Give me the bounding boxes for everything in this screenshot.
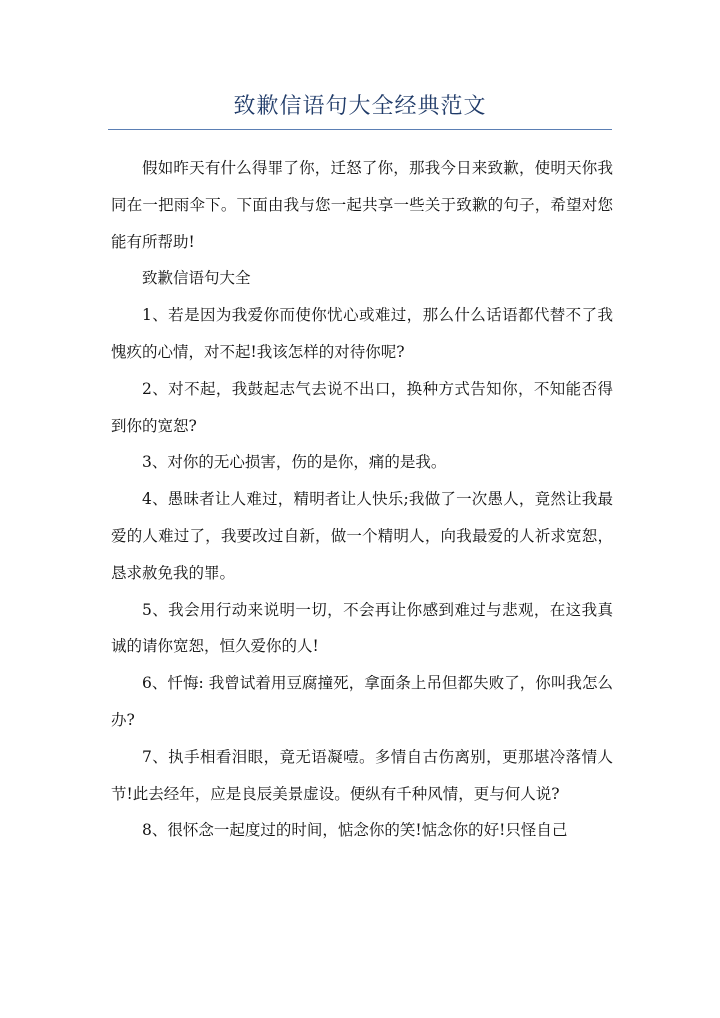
list-item-3: 3、对你的无心损害，伤的是你，痛的是我。 [142, 453, 447, 472]
title-underline [108, 129, 612, 130]
section-heading: 致歉信语句大全 [142, 269, 251, 288]
list-item-5: 5、我会用行动来说明一切，不会再让你感到难过与悲观，在这我真诚的请你宽恕，恒久爱你的人! [111, 600, 613, 656]
list-item-8: 8、很怀念一起度过的时间，惦念你的笑!惦念你的好!只怪自己 [142, 821, 568, 840]
list-item-4: 4、愚昧者让人难过，精明者让人快乐;我做了一次愚人，竟然让我最爱的人难过了，我要改过自新，做一个精明人，向我最爱的人祈求宽恕，恳求赦免我的罪。 [111, 490, 613, 582]
list-item-1: 1、若是因为我爱你而使你忧心或难过，那么什么话语都代替不了我愧疚的心情，对不起!我该怎样的对待你呢? [111, 306, 613, 361]
list-item-2: 2、对不起，我鼓起志气去说不出口，换种方式告知你，不知能否得到你的宽恕? [111, 379, 613, 435]
document-title: 致歉信语句大全经典范文 [233, 94, 487, 119]
list-item-7: 7、执手相看泪眼，竟无语凝噎。多情自古伤离别，更那堪冷落情人节!此去经年，应是良辰美景虚设。便纵有千种风情，更与何人说? [111, 747, 613, 803]
document-body [111, 150, 613, 849]
intro-paragraph: 假如昨天有什么得罪了你，迁怒了你，那我今日来致歉，使明天你我同在一把雨伞下。下面由我与您一起共享一些关于致歉的句子，希望对您能有所帮助! [111, 159, 613, 251]
list-item-6: 6、忏悔: 我曾试着用豆腐撞死，拿面条上吊但都失败了，你叫我怎么办? [111, 674, 613, 729]
